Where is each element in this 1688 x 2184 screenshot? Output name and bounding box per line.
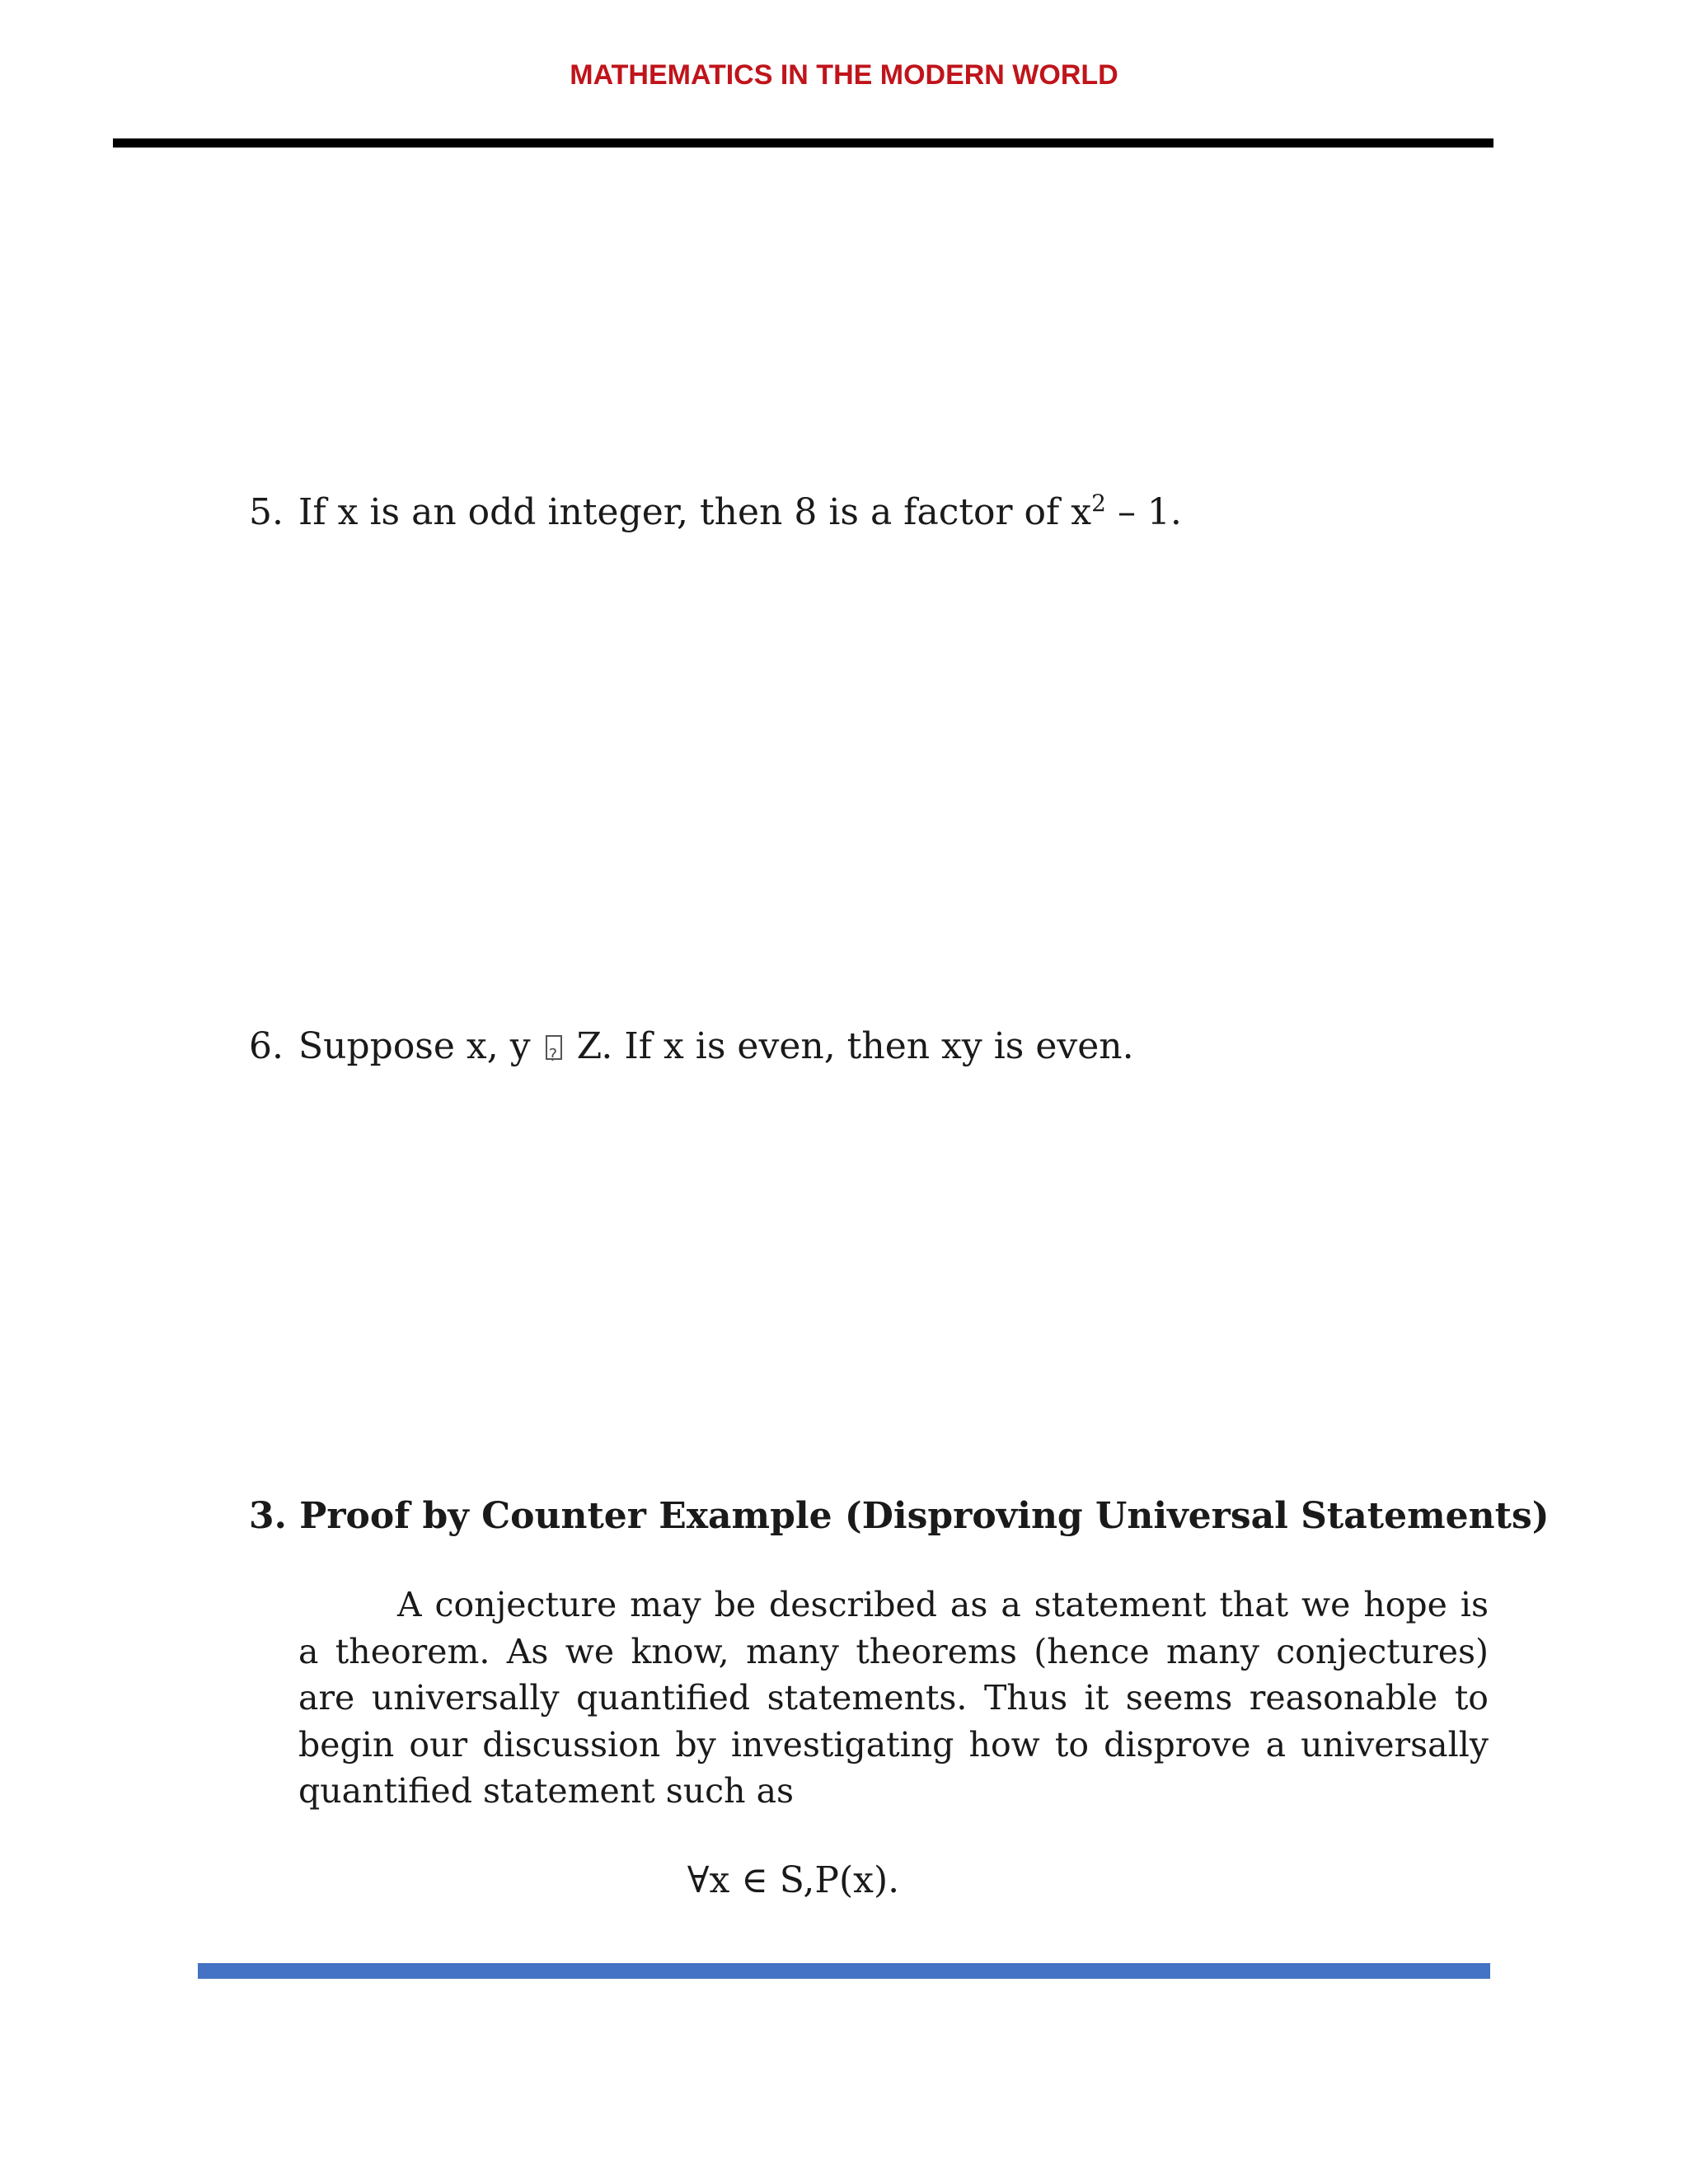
header-divider xyxy=(113,138,1493,148)
exercise-item-5 xyxy=(249,490,1182,536)
item-number: 6. xyxy=(249,1025,284,1067)
footer-divider xyxy=(198,1963,1490,1979)
item-text: If x is an odd integer, then 8 is a factor of x xyxy=(298,491,1092,533)
item-text-end: – 1. xyxy=(1105,491,1182,533)
page-header-title: MATHEMATICS IN THE MODERN WORLD xyxy=(570,59,1118,91)
superscript: 2 xyxy=(1091,490,1106,517)
section-heading: 3. Proof by Counter Example (Disproving Universal Statements) xyxy=(249,1495,1550,1537)
item-number: 5. xyxy=(249,491,284,533)
formula: ∀x ∈ S,P(x). xyxy=(687,1859,900,1901)
item-text-end: Z. If x is even, then xy is even. xyxy=(576,1025,1134,1067)
item-text: Suppose x, y xyxy=(298,1025,531,1067)
section-paragraph: A conjecture may be described as a statement that we hope is a theorem. As we know, many theorems (hence many conjectures) are universally quantified statements. Thus it seems reasonable to begin our discussion by investigating how to disprove a universally quantified statement such as xyxy=(298,1585,1489,1811)
missing-glyph-box-icon xyxy=(546,1035,562,1060)
exercise-item-6 xyxy=(249,1024,1134,1070)
